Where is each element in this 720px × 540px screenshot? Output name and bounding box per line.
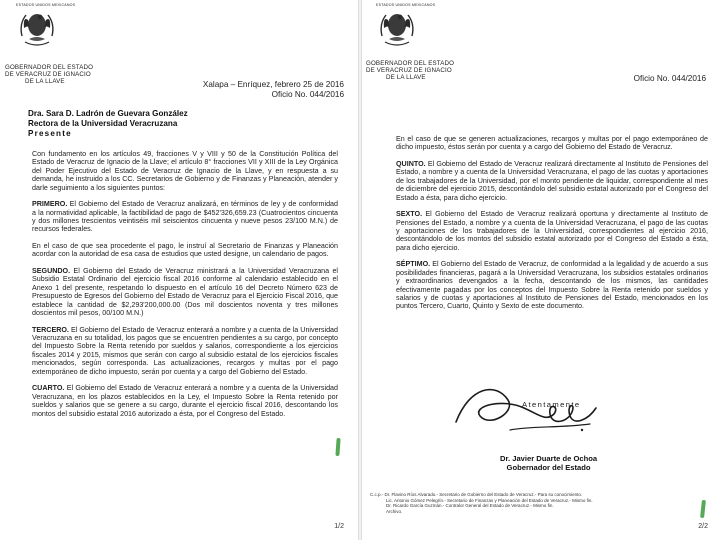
- oficio-number: Oficio No. 044/2016: [271, 90, 344, 99]
- paragraph: [32, 384, 338, 418]
- paragraph: [396, 160, 708, 202]
- paragraph: [32, 242, 338, 259]
- paragraph-lead: PRIMERO.: [32, 200, 68, 209]
- closing-salutation: Atentamente: [522, 400, 581, 409]
- signer-block: [500, 454, 597, 472]
- green-ink-mark: [700, 500, 706, 518]
- cc-line: Lic. Antonio Gómez Pelegrín.- Secretario de Finanzas y Planeación del Estado de Veracruz.- Mismo fin.: [386, 497, 593, 503]
- letterhead: [5, 64, 93, 86]
- addressee-greeting: Presente: [28, 129, 72, 138]
- addressee-name: Dra. Sara D. Ladrón de Guevara González: [28, 109, 188, 118]
- green-ink-mark: [335, 438, 340, 456]
- cc-line: Dr. Ricardo García Guzmán.- Contralor General del Estado de Veracruz.- Mismo fin.: [386, 503, 554, 508]
- paragraph-text: El Gobierno del Estado de Veracruz realizará directamente al Instituto de Pensiones del Estado, a nombre y a cuenta de la Universidad Veracruzana, el pago de las cuotas y aportaciones de los trabajadores de la Universidad, por el monto pendiente de liquidar, correspondiente al mes de diciembre del ejercicio 2015, descontándolo del subsidio estatal autorizado por el Congreso del Estado a ésta, para dicho ejercicio.: [396, 160, 708, 202]
- header-meta: [634, 74, 706, 84]
- paragraph-lead: QUINTO.: [396, 160, 426, 168]
- paragraph-lead: CUARTO.: [32, 384, 65, 393]
- letterhead-line: GOBERNADOR DEL ESTADO: [5, 64, 94, 71]
- paragraph: [32, 150, 338, 192]
- header-meta: [203, 80, 344, 100]
- paragraph-text: El Gobierno del Estado de Veracruz enterará a nombre y a cuenta de la Universidad Veracruzana, en los plazos establecidos en la Ley, el Impuesto Sobre la Renta retenido por sueldos y salarios que se genere a su cargo, durante el ejercicio fiscal 2016, descontando los montos del subsidio estatal 2016 autorizado a ésta, por el Congreso del Estado.: [32, 384, 338, 418]
- paragraph-text: En el caso de que se generen actualizaciones, recargos y multas por el pago extemporáneo de dicho impuesto, éstos serán por cuenta y a cargo del Gobierno del Estado de Veracruz.: [396, 135, 708, 152]
- paragraph-text: El Gobierno del Estado de Veracruz ministrará a la Universidad Veracruzana el Subsidio Estatal Ordinario del ejercicio fiscal 2016 conforme al calendario establecido en el Anexo 1 del presente, respetando lo dispuesto en el artículo 16 del Decreto Número 623 de Presupuesto de Egresos del Gobierno del Estado de Veracruz para el Ejercicio Fiscal 2016, que establece la cantidad de $2,293'200,000.00 (Dos mil doscientos noventa y tres millones doscientos mil pesos, 00/100 M.N.): [32, 267, 338, 318]
- national-seal-icon: [374, 6, 420, 52]
- paragraph-text: El Gobierno del Estado de Veracruz, de conformidad a la legalidad y de acuerdo a sus posibilidades financieras, pagará a la Universidad Veracruzana, los subsidios estatales ordinarios y extraordinarios devengados a la fecha, descontando de los mismos, las cantidades efectivamente pagadas por los conceptos del Impuesto Sobre la Renta retenido por sueldos y salarios y de cuotas y aportaciones al Instituto de Pensiones del Estado, mencionados en los puntos Tercero, Cuarto, Quinto y Sexto de este documento.: [396, 260, 708, 311]
- paragraph: [396, 260, 708, 310]
- cc-line: Archivo.: [386, 508, 403, 514]
- seal-caption: ESTADOS UNIDOS MEXICANOS: [16, 3, 76, 7]
- paragraph-lead: SÉPTIMO.: [396, 260, 431, 269]
- signer-name: Dr. Javier Duarte de Ochoa: [500, 454, 598, 463]
- letterhead-line: GOBERNADOR DEL ESTADO: [366, 60, 455, 67]
- letterhead-line: DE VERACRUZ DE IGNACIO: [5, 71, 91, 79]
- cc-line: C.c.p.- Dr. Flavino Ríos Alvarado.- Secretario de Gobierno del Estado de Veracruz.- Para su conocimiento.: [370, 492, 583, 497]
- paragraph-text: En el caso de que sea procedente el pago, le instruí al Secretario de Finanzas y Planeación acordar con la autoridad de esa casa de estudios que usted designe, un calendario de pagos.: [32, 242, 338, 259]
- handwritten-signature: [450, 378, 602, 440]
- paragraph: [396, 135, 708, 152]
- seal-caption: ESTADOS UNIDOS MEXICANOS: [376, 3, 436, 7]
- paragraph: [32, 267, 338, 317]
- addressee: [28, 109, 188, 139]
- national-seal-icon: [14, 6, 60, 52]
- letter-page-1: [0, 0, 358, 540]
- letter-body: [32, 150, 338, 426]
- signer-title: Gobernador del Estado: [506, 463, 591, 473]
- place-date: Xalapa – Enríquez, febrero 25 de 2016: [202, 80, 344, 89]
- carbon-copy-list: [370, 492, 680, 514]
- letterhead-line: DE LA LLAVE: [386, 74, 426, 82]
- paragraph-lead: SEGUNDO.: [32, 267, 71, 276]
- paragraph: [32, 200, 338, 234]
- letterhead-line: DE LA LLAVE: [25, 78, 65, 86]
- letterhead-line: DE VERACRUZ DE IGNACIO: [366, 67, 452, 75]
- letterhead: [366, 60, 454, 82]
- paragraph-text: El Gobierno del Estado de Veracruz analizará, en términos de ley y de conformidad a la normatividad aplicable, la factibilidad de pago de $452'326,659.23 (Cuatrocientos cincuenta y dos millones trescientos veintiséis mil seiscientos cincuenta y nueve pesos 23/100 M.N.) de recursos federales.: [32, 200, 338, 234]
- letter-body: [396, 135, 708, 319]
- paragraph-text: El Gobierno del Estado de Veracruz realizará oportuna y directamente al Instituto de Pensiones del Estado, a nombre y a cuenta de la Universidad Veracruzana, el pago de las cuotas y aportaciones de los trabajadores de la Universidad, correspondientes al ejercicio 2016, descontándolo de los montos del subsidio estatal autorizado por el Congreso del Estado a ésta, para dicho ejercicio.: [396, 210, 708, 252]
- page-number: 1/2: [334, 523, 344, 530]
- paragraph-text: El Gobierno del Estado de Veracruz enterará a nombre y a cuenta de la Universidad Veracruzana en su totalidad, los pagos que se encuentren pendientes a su cargo, por concepto del Impuesto Sobre la Renta retenido por sueldos y salarios, correspondiente a los ejercicios fiscales 2014 y 2015, mismos que serán con cargo al subsidio estatal de los ejercicios fiscales mencionados, según corresponda. Las actualizaciones, recargos y multas por el pago extemporáneo de dicho impuesto, serán por cuenta y a cargo del Gobierno del Estado.: [32, 325, 338, 376]
- paragraph: [32, 326, 338, 376]
- paragraph-lead: TERCERO.: [32, 325, 69, 334]
- paragraph-text: Con fundamento en los artículos 49, fracciones V y VIII y 50 de la Constitución Política del Estado de Veracruz de Ignacio de la Llave; el artículo 8° fracciones VII y XIII de la Ley Orgánica del Poder Ejecutivo del Estado de Veracruz de Ignacio de la Llave, y en respuesta a su demanda, he instruido a los CC. Secretarios de Gobierno y de Finanzas y Planeación, atender y darle seguimiento a los siguientes puntos:: [32, 150, 338, 192]
- addressee-title: Rectora de la Universidad Veracruzana: [28, 119, 178, 128]
- paragraph: [396, 210, 708, 252]
- letter-page-2: [362, 0, 720, 540]
- page-number: 2/2: [698, 523, 708, 530]
- oficio-number: Oficio No. 044/2016: [633, 74, 706, 83]
- paragraph-lead: SEXTO.: [396, 210, 423, 219]
